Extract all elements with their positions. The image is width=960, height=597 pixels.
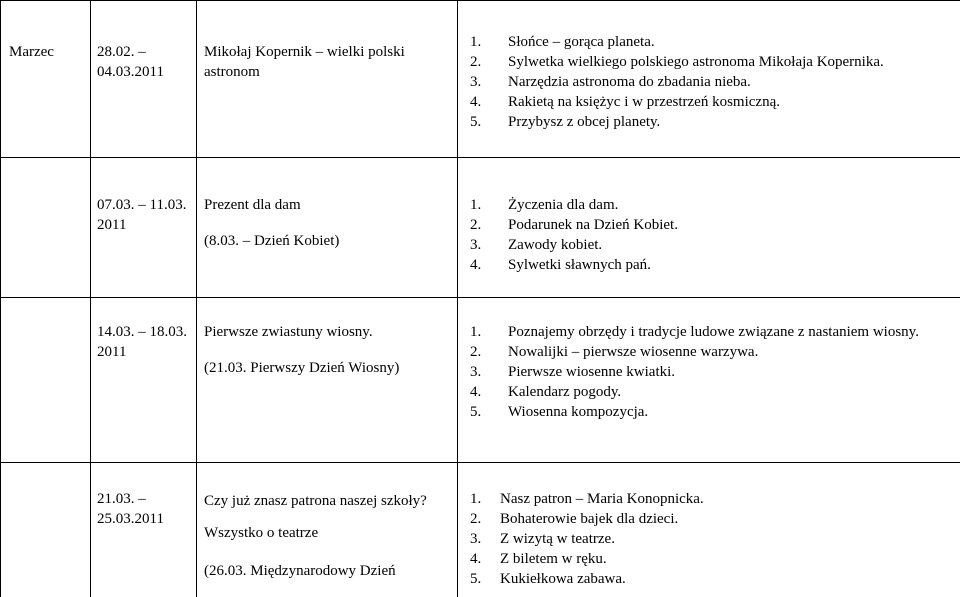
list-number: 4. <box>470 257 482 273</box>
list-number: 4. <box>470 384 482 400</box>
topic-line: Prezent dla dam <box>204 197 301 213</box>
list-item-text: Sylwetka wielkiego polskiego astronoma Mikołaja Kopernika. <box>508 54 884 70</box>
list-number: 1. <box>470 491 482 507</box>
dates-label: 07.03. – 11.03. 2011 <box>97 197 187 233</box>
activities-cell <box>458 1 960 158</box>
list-item-text: Rakietą na księżyc i w przestrzeń kosmiczną. <box>508 94 780 110</box>
dates-label: 14.03. – 18.03. 2011 <box>97 324 187 360</box>
list-number: 3. <box>470 237 482 253</box>
list-item <box>470 569 950 589</box>
list-item-text: Życzenia dla dam. <box>508 197 619 213</box>
table-row <box>1 463 960 597</box>
list-item-text: Podarunek na Dzień Kobiet. <box>508 217 678 233</box>
list-number: 5. <box>470 404 482 420</box>
list-item-text: Pierwsze wiosenne kwiatki. <box>508 364 676 380</box>
list-number: 1. <box>470 324 482 340</box>
activities-cell <box>458 298 960 463</box>
list-item <box>470 382 950 402</box>
dates-cell <box>91 1 197 158</box>
list-item <box>470 362 950 382</box>
list-number: 5. <box>470 571 482 587</box>
topic-line: (21.03. Pierwszy Dzień Wiosny) <box>204 360 400 376</box>
dates-cell <box>91 298 197 463</box>
list-item <box>470 235 950 255</box>
list-item-text: Sylwetki sławnych pań. <box>508 257 651 273</box>
dates-cell <box>91 158 197 298</box>
list-item <box>470 529 950 549</box>
list-number: 2. <box>470 344 482 360</box>
activities-cell <box>458 158 960 298</box>
dates-cell <box>91 463 197 597</box>
topic-line: Wszystko o teatrze <box>204 525 319 541</box>
table-row <box>1 158 960 298</box>
topic-cell <box>197 158 458 298</box>
list-item <box>470 32 950 52</box>
list-number: 3. <box>470 364 482 380</box>
list-item-text: Nowalijki – pierwsze wiosenne warzywa. <box>508 344 759 360</box>
list-item <box>470 402 950 422</box>
list-item-text: Z wizytą w teatrze. <box>500 531 615 547</box>
list-item <box>470 195 950 215</box>
list-item-text: Kukiełkowa zabawa. <box>500 571 626 587</box>
month-cell <box>1 1 91 158</box>
list-item <box>470 489 950 509</box>
dates-label: 21.03. – 25.03.2011 <box>97 491 164 527</box>
list-item-text: Nasz patron – Maria Konopnicka. <box>500 491 704 507</box>
month-cell <box>1 298 91 463</box>
topic-cell <box>197 298 458 463</box>
topic-line: (26.03. Międzynarodowy Dzień <box>204 563 396 579</box>
list-item-text: Bohaterowie bajek dla dzieci. <box>500 511 679 527</box>
list-item <box>470 342 950 362</box>
list-item <box>470 509 950 529</box>
activities-cell <box>458 463 960 597</box>
dates-label: 28.02. – 04.03.2011 <box>97 44 164 80</box>
list-item-text: Słońce – gorąca planeta. <box>508 34 655 50</box>
list-item-text: Poznajemy obrzędy i tradycje ludowe związane z nastaniem wiosny. <box>508 324 919 340</box>
topic-line: (8.03. – Dzień Kobiet) <box>204 233 340 249</box>
list-item <box>470 255 950 275</box>
list-item-text: Z biletem w ręku. <box>500 551 607 567</box>
list-item-text: Wiosenna kompozycja. <box>508 404 649 420</box>
list-item-text: Narzędzia astronoma do zbadania nieba. <box>508 74 751 90</box>
list-number: 4. <box>470 94 482 110</box>
list-item <box>470 92 950 112</box>
list-number: 2. <box>470 54 482 70</box>
month-cell <box>1 463 91 597</box>
topic-cell <box>197 1 458 158</box>
list-number: 2. <box>470 217 482 233</box>
list-item <box>470 112 950 132</box>
topic-line: Mikołaj Kopernik – wielki polski astronom <box>204 44 405 80</box>
list-number: 1. <box>470 34 482 50</box>
list-item <box>470 549 950 569</box>
table-row <box>1 298 960 463</box>
list-number: 2. <box>470 511 482 527</box>
list-item <box>470 215 950 235</box>
list-number: 3. <box>470 531 482 547</box>
list-item-text: Kalendarz pogody. <box>508 384 622 400</box>
list-number: 4. <box>470 551 482 567</box>
list-item <box>470 322 950 342</box>
topic-line: Czy już znasz patrona naszej szkoły? <box>204 493 427 509</box>
list-number: 5. <box>470 114 482 130</box>
month-cell <box>1 158 91 298</box>
table-row <box>1 1 960 158</box>
list-item-text: Przybysz z obcej planety. <box>508 114 661 130</box>
list-item-text: Zawody kobiet. <box>508 237 603 253</box>
month-label: Marzec <box>9 44 54 60</box>
list-item <box>470 72 950 92</box>
list-number: 3. <box>470 74 482 90</box>
list-number: 1. <box>470 197 482 213</box>
topic-cell <box>197 463 458 597</box>
list-item <box>470 52 950 72</box>
topic-line: Pierwsze zwiastuny wiosny. <box>204 324 373 340</box>
